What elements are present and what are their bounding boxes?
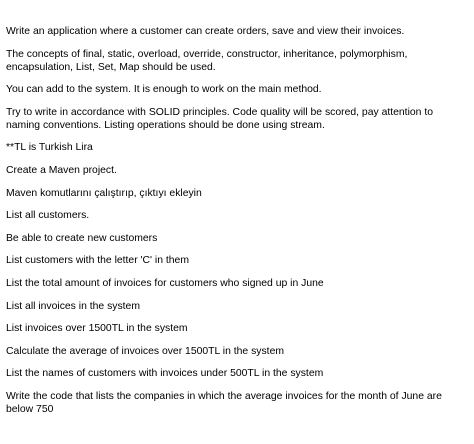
paragraph: Create a Maven project. [6, 164, 117, 176]
paragraph: **TL is Turkish Lira [6, 142, 93, 154]
paragraph: List all invoices in the system [6, 300, 140, 312]
paragraph: List all customers. [6, 210, 90, 222]
paragraph: Try to write in accordance with SOLID principles. Code quality will be scored, pay attention to naming conventions. Listing operations should be done using stream. [6, 106, 433, 131]
paragraph: The concepts of final, static, overload, override, constructor, inheritance, polymorphism, encapsulation, List, Set, Map should be used. [6, 48, 408, 73]
paragraph: List the total amount of invoices for customers who signed up in June [6, 277, 324, 289]
paragraph: Write an application where a customer can create orders, save and view their invoices. [6, 26, 405, 37]
paragraph: Maven komutlarını çalıştırıp, çıktıyı ekleyin [6, 187, 202, 199]
paragraph: You can add to the system. It is enough to work on the main method. [6, 84, 322, 96]
paragraph: Be able to create new customers [6, 232, 158, 244]
paragraph: Write the code that lists the companies in which the average invoices for the month of June are below 750 [6, 390, 442, 415]
paragraph: Calculate the average of invoices over 1500TL in the system [6, 345, 285, 357]
paragraph: List customers with the letter 'C' in them [6, 255, 189, 267]
paragraph: List the names of customers with invoices under 500TL in the system [6, 368, 324, 380]
paragraph: List invoices over 1500TL in the system [6, 323, 188, 335]
